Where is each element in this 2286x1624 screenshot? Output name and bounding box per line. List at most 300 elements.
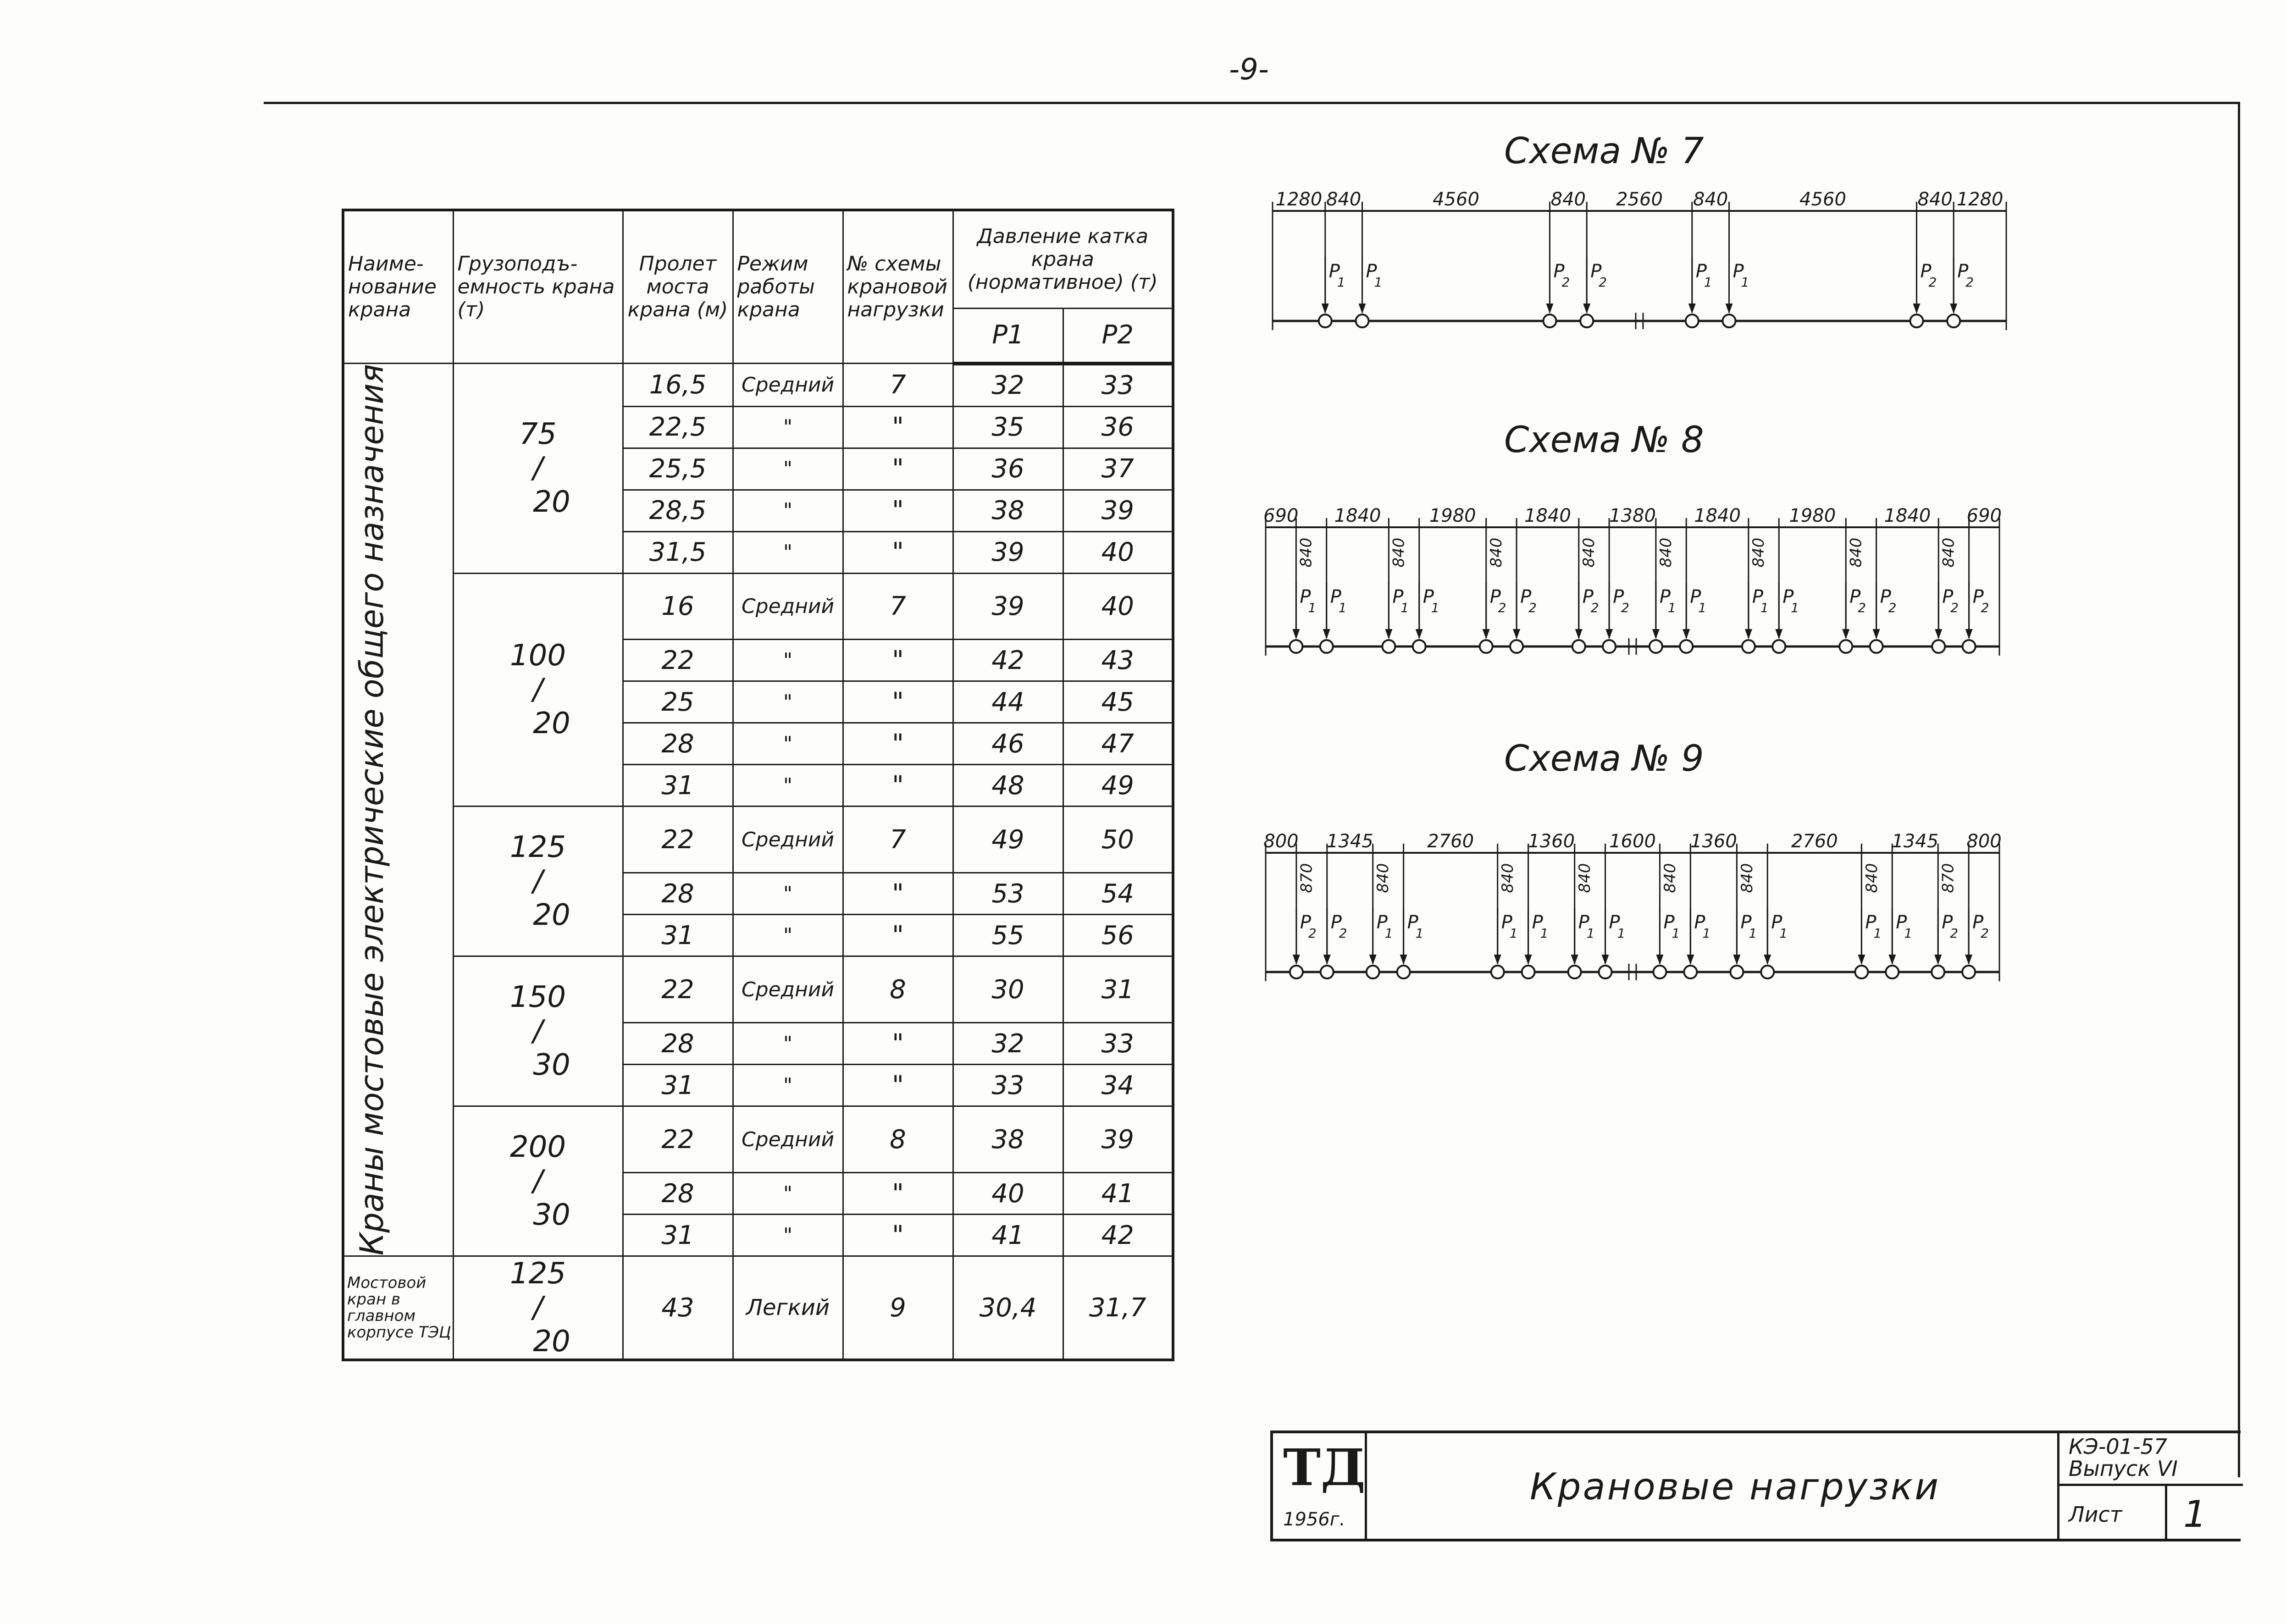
wheel [1599,966,1612,978]
span-cell: 25,5 [623,448,733,490]
capacity-aux: 20 [533,485,570,519]
arrow-head [1513,629,1520,639]
arrow-head [1652,629,1660,639]
capacity-main: 200 [509,1130,566,1165]
capacity-aux: 20 [533,707,570,741]
p1-cell: 30,4 [953,1256,1063,1360]
arrow-head [1950,304,1957,314]
scheme-cell: " [843,406,953,448]
capacity-cell [453,364,623,574]
load-label-subscript: 2 [1590,600,1599,615]
capacity-fraction: 75 / 20 [454,417,622,519]
scheme-cell: " [843,1215,953,1256]
scheme-7-diagram [1263,189,2020,344]
arrow-head [1965,955,1972,965]
load-label: P [1659,586,1671,608]
load-label: P [1782,586,1794,608]
p2-cell: 50 [1063,806,1173,873]
span-cell: 22 [623,640,733,681]
load-label: P [1553,261,1565,282]
mode-cell: " [733,406,843,448]
arrow-head [1416,629,1423,639]
dimension-label: 840 [1389,537,1408,568]
header-mode: Режим работы крана [733,210,843,364]
load-label: P [1732,261,1744,282]
arrow-head [1688,304,1696,314]
scheme-8-title: Схема № 8 [1504,420,1704,461]
dimension-label: 1280 [1275,189,1323,210]
p2-cell: 34 [1063,1065,1173,1106]
load-label-subscript: 1 [1617,926,1626,941]
dimension-label: 1280 [1956,189,2004,210]
p1-cell: 42 [953,640,1063,681]
scheme-cell: " [843,723,953,765]
p1-cell: 49 [953,806,1063,873]
load-label: P [1771,912,1782,933]
p2-cell: 43 [1063,640,1173,681]
load-label-subscript: 2 [1561,275,1570,290]
load-label: P [1613,586,1624,608]
wheel [1649,640,1662,653]
p2-cell: 45 [1063,681,1173,723]
load-label-subscript: 1 [1791,600,1799,615]
p1-cell: 38 [953,1106,1063,1173]
dimension-label: 840 [1738,863,1756,893]
load-label-subscript: 1 [1749,926,1757,941]
capacity-main: 125 [509,830,566,865]
dimension-label: 840 [1847,537,1865,568]
span-cell: 28 [623,723,733,765]
scheme-cell: " [843,1065,953,1106]
dimension-label: 690 [1966,505,2002,526]
load-label-subscript: 2 [1528,600,1537,615]
mode-cell: " [733,1173,843,1215]
p2-cell: 33 [1063,1023,1173,1065]
wheel [1684,966,1697,978]
scheme-cell: " [843,765,953,806]
dimension-label: 1345 [1892,831,1939,852]
load-label: P [1752,586,1764,608]
wheel [1886,966,1899,978]
dimension-label: 690 [1263,505,1299,526]
load-label: P [1740,912,1752,933]
arrow-head [1546,304,1553,314]
load-label: P [1501,912,1512,933]
wheel [1870,640,1883,653]
load-label: P [1942,586,1954,608]
load-label: P [1920,261,1932,282]
load-label-subscript: 1 [1338,600,1347,615]
dimension-label: 1360 [1690,831,1737,852]
title-block-logo-cell [1273,1433,1367,1539]
arrow-head [1369,955,1377,965]
sheet-number: 1 [2183,1493,2207,1536]
p1-cell: 44 [953,681,1063,723]
load-label-subscript: 1 [1337,275,1345,290]
capacity-aux: 30 [533,1198,570,1232]
wheel [1356,315,1369,327]
load-label-subscript: 2 [1308,926,1317,941]
dimension-label: 840 [1749,537,1768,568]
arrow-head [1293,955,1300,965]
wheel [1572,640,1585,653]
p2-cell: 42 [1063,1215,1173,1256]
wheel [1397,966,1410,978]
capacity-aux: 20 [533,898,570,933]
wheel [1686,315,1699,327]
mode-cell: " [733,765,843,806]
load-label-subscript: 1 [1702,926,1711,941]
mode-cell: " [733,531,843,573]
wheel [1491,966,1504,978]
mode-cell: " [733,490,843,531]
arrow-head [1842,629,1849,639]
span-cell: 22 [623,806,733,873]
capacity-cell [453,1256,623,1360]
scheme-cell: " [843,681,953,723]
scheme-cell: " [843,1023,953,1065]
wheel [1522,966,1535,978]
arrow-head [1385,629,1392,639]
table-row [343,956,1173,1023]
load-label: P [1690,586,1701,608]
capacity-main: 100 [509,639,566,673]
load-label: P [1972,912,1984,933]
dimension-label: 1840 [1524,505,1571,526]
arrow-head [1764,955,1771,965]
load-label: P [1300,586,1311,608]
arrow-head [1858,955,1865,965]
arrow-head [1935,629,1942,639]
scheme-cell: 8 [843,1106,953,1173]
right-border-line [2238,102,2240,1477]
arrow-head [1873,629,1880,639]
mode-cell: Средний [733,1106,843,1173]
header-p1: P1 [953,309,1063,364]
wheel [1321,966,1334,978]
capacity-fraction: 125 / 20 [454,830,622,932]
wheel [1932,966,1944,978]
span-cell: 31 [623,1065,733,1106]
p2-cell: 40 [1063,573,1173,640]
load-label: P [1695,261,1707,282]
wheel [1543,315,1556,327]
capacity-aux: 20 [533,1325,570,1359]
p1-cell: 53 [953,873,1063,915]
sheet-label: Лист [2069,1502,2122,1527]
load-label: P [1330,912,1342,933]
dimension-label: 800 [1263,831,1299,852]
arrow-head [1733,955,1740,965]
table-row [343,364,1173,407]
wheel [1413,640,1426,653]
load-label-subscript: 1 [1704,275,1712,290]
header-wheel-pressure: Давление катка крана (нормативное) (т) [953,210,1173,309]
load-label: P [1694,912,1705,933]
load-label-subscript: 1 [1540,926,1549,941]
span-cell: 28 [623,1023,733,1065]
capacity-fraction: 100 / 20 [454,639,622,740]
load-label-subscript: 1 [1672,926,1680,941]
load-label-subscript: 1 [1308,600,1317,615]
arrow-head [1683,629,1690,639]
dimension-label: 1980 [1429,505,1476,526]
dimension-label: 4560 [1799,189,1846,210]
dimension-label: 870 [1297,863,1316,893]
mode-cell: " [733,640,843,681]
arrow-head [1775,629,1782,639]
dimension-label: 840 [1326,189,1362,210]
dimension-label: 1980 [1789,505,1836,526]
dimension-label: 1345 [1326,831,1373,852]
arrow-head [1292,629,1300,639]
dimension-label: 840 [1576,863,1594,893]
scheme-cell: 7 [843,573,953,640]
mode-cell: " [733,1065,843,1106]
scheme-cell: 7 [843,364,953,407]
arrow-head [1323,955,1331,965]
arrow-head [1605,629,1613,639]
wheel [1839,640,1852,653]
scheme-cell: " [843,531,953,573]
dimension-label: 2760 [1427,831,1474,852]
scheme-9-diagram [1256,831,2013,1000]
load-label: P [1489,586,1501,608]
arrow-head [1583,304,1590,314]
table-row [343,1256,1173,1360]
arrow-head [1494,955,1501,965]
p2-cell: 54 [1063,873,1173,915]
scheme-8-diagram [1256,505,2013,674]
load-label-subscript: 1 [1904,926,1913,941]
span-cell: 31 [623,765,733,806]
load-label: P [1532,912,1543,933]
load-label-subscript: 2 [1950,600,1959,615]
span-cell: 31 [623,915,733,956]
arrow-head [1726,304,1733,314]
span-cell: 28 [623,873,733,915]
dimension-label: 840 [1862,863,1881,893]
scheme-cell: 8 [843,956,953,1023]
load-label: P [1300,912,1312,933]
document-issue: Выпуск VI [2069,1456,2178,1481]
dimension-label: 840 [1917,189,1953,210]
wheel [1603,640,1616,653]
header-scheme-number: № схемы крановой нагрузки [843,210,953,364]
p1-cell: 32 [953,1023,1063,1065]
wheel [1320,640,1333,653]
load-label: P [1366,261,1377,282]
load-label-subscript: 1 [1400,600,1409,615]
load-label-subscript: 1 [1667,600,1676,615]
arrow-head [1571,955,1578,965]
p2-cell: 47 [1063,723,1173,765]
load-label: P [1957,261,1969,282]
mode-cell: " [733,723,843,765]
scheme-9-title: Схема № 9 [1504,738,1704,779]
p2-cell: 33 [1063,364,1173,407]
load-label-subscript: 1 [1760,600,1769,615]
p1-cell: 55 [953,915,1063,956]
load-label-subscript: 2 [1950,926,1959,941]
p2-cell: 40 [1063,531,1173,573]
title-block-info-cell [2057,1433,2243,1539]
p2-cell: 41 [1063,1173,1173,1215]
load-label-subscript: 2 [1339,926,1347,941]
load-label-subscript: 2 [1981,600,1989,615]
load-label: P [1392,586,1404,608]
page-number: -9- [1229,53,1269,87]
span-cell: 31 [623,1215,733,1256]
wheel [1761,966,1774,978]
wheel [1319,315,1332,327]
load-label: P [1849,586,1861,608]
load-label: P [1590,261,1602,282]
table-row [343,1106,1173,1173]
scheme-cell: " [843,873,953,915]
dimension-label: 1840 [1884,505,1931,526]
p2-cell: 39 [1063,490,1173,531]
capacity-cell [453,806,623,956]
p1-cell: 36 [953,448,1063,490]
mode-cell: " [733,915,843,956]
dimension-label: 2560 [1616,189,1663,210]
arrow-head [1400,955,1407,965]
dimension-label: 1840 [1334,505,1381,526]
dimension-label: 840 [1487,537,1506,568]
p1-cell: 35 [953,406,1063,448]
wheel [1653,966,1666,978]
p2-cell: 31,7 [1063,1256,1173,1360]
group-label: Краны мостовые электрические общего назначения [353,364,391,1256]
p1-cell: 41 [953,1215,1063,1256]
load-label-subscript: 1 [1509,926,1518,941]
load-label-subscript: 1 [1431,600,1439,615]
dimension-label: 1600 [1609,831,1656,852]
span-cell: 25 [623,681,733,723]
dimension-label: 840 [1374,863,1393,893]
span-cell: 31,5 [623,531,733,573]
load-label-subscript: 2 [1981,926,1989,941]
table-row [343,806,1173,873]
wheel [1730,966,1743,978]
header-capacity: Грузоподъ-емность крана (т) [453,210,623,364]
group-label-cell [343,364,453,1256]
load-label-subscript: 2 [1599,275,1607,290]
title-block [1270,1431,2241,1541]
dimension-label: 800 [1966,831,2002,852]
document-code: КЭ-01-57 [2069,1434,2168,1459]
p1-cell: 40 [953,1173,1063,1215]
p2-cell: 39 [1063,1106,1173,1173]
capacity-main: 125 [509,1257,566,1291]
dimension-label: 840 [1939,537,1958,568]
mode-cell: Средний [733,364,843,407]
divider [2059,1484,2243,1486]
wheel [1580,315,1593,327]
load-label-subscript: 1 [1374,275,1383,290]
span-cell: 16,5 [623,364,733,407]
span-cell: 16 [623,573,733,640]
mode-cell: Легкий [733,1256,843,1360]
p1-cell: 38 [953,490,1063,531]
header-p2: P2 [1063,309,1173,364]
wheel [1962,966,1975,978]
drawing-title: Крановые нагрузки [1530,1465,1941,1508]
mode-cell: Средний [733,573,843,640]
span-cell: 43 [623,1256,733,1360]
arrow-head [1483,629,1490,639]
title-block-year: 1956г. [1283,1509,1345,1530]
dimension-label: 840 [1657,537,1676,568]
dimension-label: 840 [1693,189,1728,210]
arrow-head [1913,304,1920,314]
load-label-subscript: 2 [1498,600,1506,615]
p1-cell: 39 [953,531,1063,573]
wheel [1568,966,1581,978]
divider [2165,1486,2167,1539]
dimension-label: 2760 [1791,831,1838,852]
load-label-subscript: 1 [1873,926,1882,941]
dimension-label: 870 [1939,863,1958,893]
wheel [1910,315,1923,327]
span-cell: 22,5 [623,406,733,448]
wheel [1742,640,1755,653]
load-label: P [1330,586,1341,608]
arrow-head [1965,629,1973,639]
p2-cell: 37 [1063,448,1173,490]
span-cell: 28 [623,1173,733,1215]
top-border-line [264,102,2240,104]
dimension-label: 4560 [1433,189,1479,210]
arrow-head [1359,304,1366,314]
mode-cell: " [733,873,843,915]
capacity-main: 150 [509,980,566,1015]
wheel [1723,315,1736,327]
scheme-7-title: Схема № 7 [1504,131,1704,172]
wheel [1963,640,1976,653]
mode-cell: Средний [733,806,843,873]
dimension-label: 840 [1579,537,1598,568]
arrow-head [1323,629,1330,639]
header-span: Пролет моста крана (м) [623,210,733,364]
special-crane-name: Мостовой кран в главном корпусе ТЭЦ [343,1256,453,1360]
dimension-label: 840 [1297,537,1316,568]
load-label: P [1520,586,1532,608]
dimension-label: 1360 [1528,831,1575,852]
wheel [1772,640,1785,653]
load-label: P [1328,261,1340,282]
mode-cell: " [733,1215,843,1256]
wheel [1947,315,1960,327]
load-label-subscript: 2 [1888,600,1897,615]
load-label-subscript: 1 [1779,926,1788,941]
load-label: P [1582,586,1594,608]
load-label: P [1972,586,1984,608]
capacity-main: 75 [519,417,557,452]
p2-cell: 31 [1063,956,1173,1023]
load-label-subscript: 2 [1621,600,1629,615]
arrow-head [1602,955,1609,965]
capacity-fraction: 150 / 30 [454,980,622,1082]
load-label-subscript: 2 [1965,275,1974,290]
load-label-subscript: 1 [1384,926,1393,941]
scheme-cell: " [843,915,953,956]
arrow-head [1322,304,1329,314]
arrow-head [1656,955,1663,965]
capacity-fraction: 200 / 30 [454,1130,622,1232]
organization-logo: ТД [1283,1438,1366,1497]
